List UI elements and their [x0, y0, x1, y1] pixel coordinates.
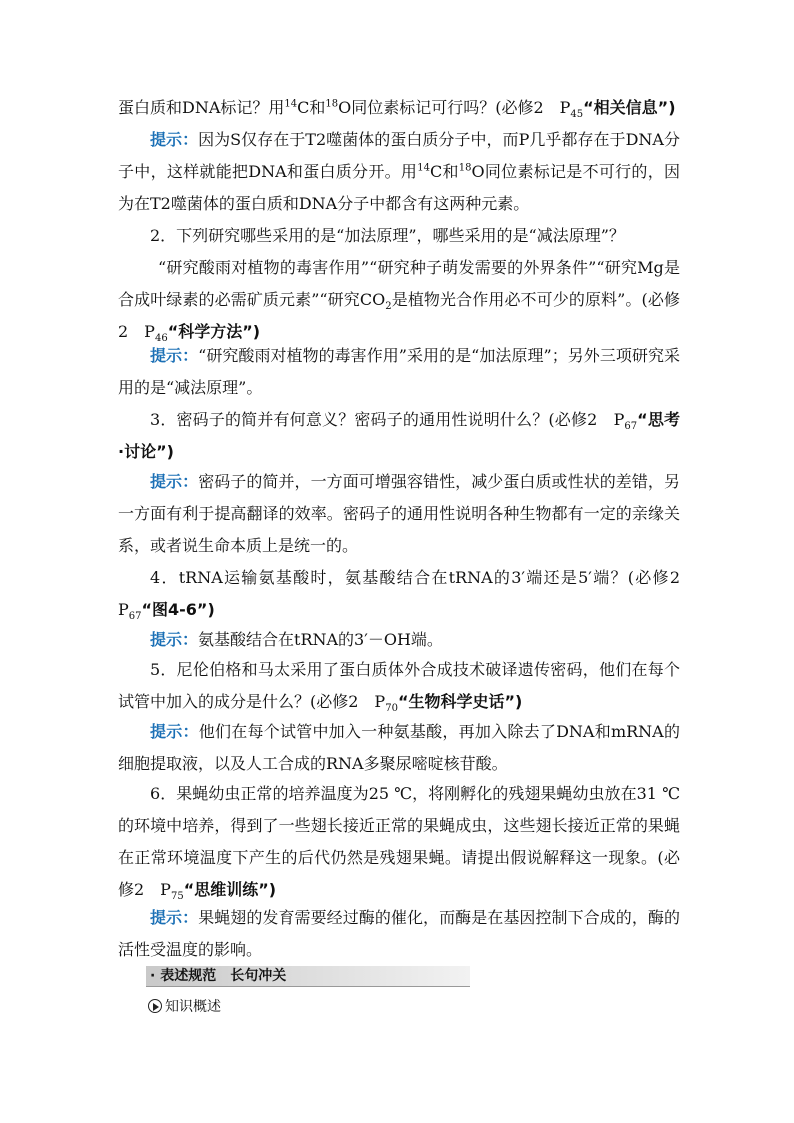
- sub-70: 70: [385, 703, 398, 715]
- q5-text-a: 5．尼伦伯格和马太采用了蛋白质体外合成技术破译遗传密码，他们在每个试管中加入的成分是什么？(必修2 P: [118, 660, 680, 711]
- sub-67: 67: [624, 421, 638, 433]
- q1-text-d: “相关信息”): [583, 98, 676, 117]
- answer-2: [118, 340, 680, 404]
- a6-text: 果蝇翅的发育需要经过酶的催化，而酶是在基因控制下合成的，酶的活性受温度的影响。: [118, 908, 680, 959]
- q1-text-a: 蛋白质和DNA标记？用: [118, 98, 285, 117]
- answer-1: [118, 124, 680, 220]
- q1-text-b: C和: [297, 98, 326, 117]
- sup-18: 18: [458, 162, 472, 174]
- a5-text: 他们在每个试管中加入一种氨基酸，再加入除去了DNA和mRNA的细胞提取液，以及人工合成的RNA多聚尿嘧啶核苷酸。: [118, 722, 680, 773]
- play-circle-icon: [148, 999, 162, 1013]
- q2-text: 2．下列研究哪些采用的是“加法原理”，哪些采用的是“减法原理”？: [150, 226, 625, 245]
- question-4: [118, 562, 697, 626]
- question-2: [118, 220, 680, 252]
- overview-label: 知识概述: [165, 999, 221, 1015]
- q5-text-b: “生物科学史话”): [397, 692, 523, 711]
- a1-text-b: C和: [429, 162, 459, 181]
- question-5: [118, 654, 680, 718]
- hint-label: 提示：: [150, 908, 199, 927]
- question-3: [118, 404, 680, 468]
- hint-label: 提示：: [150, 630, 199, 649]
- sup-18: 18: [325, 98, 339, 110]
- sub-46: 46: [154, 333, 168, 345]
- sup-14: 14: [417, 162, 430, 174]
- sub-45: 45: [570, 109, 584, 121]
- section-header-bar: [146, 966, 470, 987]
- hint-label: 提示：: [150, 472, 199, 491]
- a4-text: 氨基酸结合在tRNA的3′－OH端。: [198, 630, 443, 649]
- sub-67: 67: [128, 611, 142, 623]
- sup-14: 14: [284, 98, 298, 110]
- hint-label: 提示：: [150, 130, 199, 149]
- q4-text-b: “图4-6”): [141, 600, 215, 619]
- q2-body-c: “科学方法”): [167, 322, 261, 341]
- q3-text-a: 3．密码子的简并有何意义？密码子的通用性说明什么？(必修2 P: [150, 410, 625, 429]
- q6-text-a: 6．果蝇幼虫正常的培养温度为25 ℃，将刚孵化的残翅果蝇幼虫放在31 ℃的环境中培养，得到了一些翅长接近正常的果蝇成虫，这些翅长接近正常的果蝇在正常环境温度下产生的后代仍然是残翅果蝇。请提出假说解释这一现象。(必修2 P: [118, 784, 680, 899]
- answer-5: [118, 716, 680, 780]
- q6-text-b: “思维训练”): [183, 880, 277, 899]
- question-2-body: [118, 252, 680, 348]
- answer-4: [118, 624, 680, 656]
- section-title: · 表述规范 长句冲关: [150, 968, 287, 984]
- hint-label: 提示：: [150, 722, 199, 741]
- a1-text-a: 因为S仅存在于T2噬菌体的蛋白质分子中，而P几乎都存在于DNA分子中，这样就能把DNA和蛋白质分开。用: [118, 130, 680, 181]
- hint-label: 提示：: [150, 346, 199, 365]
- answer-6: [118, 902, 680, 966]
- sub-2: 2: [385, 301, 392, 313]
- question-1-tail: [118, 92, 680, 124]
- a3-text: 密码子的简并，一方面可增强容错性，减少蛋白质或性状的差错，另一方面有利于提高翻译的效率。密码子的通用性说明各种生物都有一定的亲缘关系，或者说生命本质上是统一的。: [118, 472, 680, 555]
- question-6: [118, 778, 680, 906]
- a2-text: “研究酸雨对植物的毒害作用”采用的是“加法原理”；另外三项研究采用的是“减法原理”。: [118, 346, 680, 397]
- sub-75: 75: [170, 891, 184, 903]
- q4-text-a: 4．tRNA运输氨基酸时，氨基酸结合在tRNA的3′端还是5′端？(必修2 P: [118, 568, 697, 619]
- q3-text-b: “思考·讨论”): [118, 410, 680, 461]
- q2-body-b: 是植物光合作用必不可少的原料”。(必修2 P: [118, 290, 680, 341]
- knowledge-overview-heading: [148, 996, 221, 1016]
- q2-body-a: “研究酸雨对植物的毒害作用”“研究种子萌发需要的外界条件”“研究Mg是合成叶绿素的必需矿质元素”“研究CO: [118, 258, 680, 309]
- q1-text-c: O同位素标记可行吗？(必修2 P: [338, 98, 571, 117]
- answer-3: [118, 466, 680, 562]
- a1-text-c: O同位素标记是不可行的，因为在T2噬菌体的蛋白质和DNA分子中都含有这两种元素。: [118, 162, 680, 213]
